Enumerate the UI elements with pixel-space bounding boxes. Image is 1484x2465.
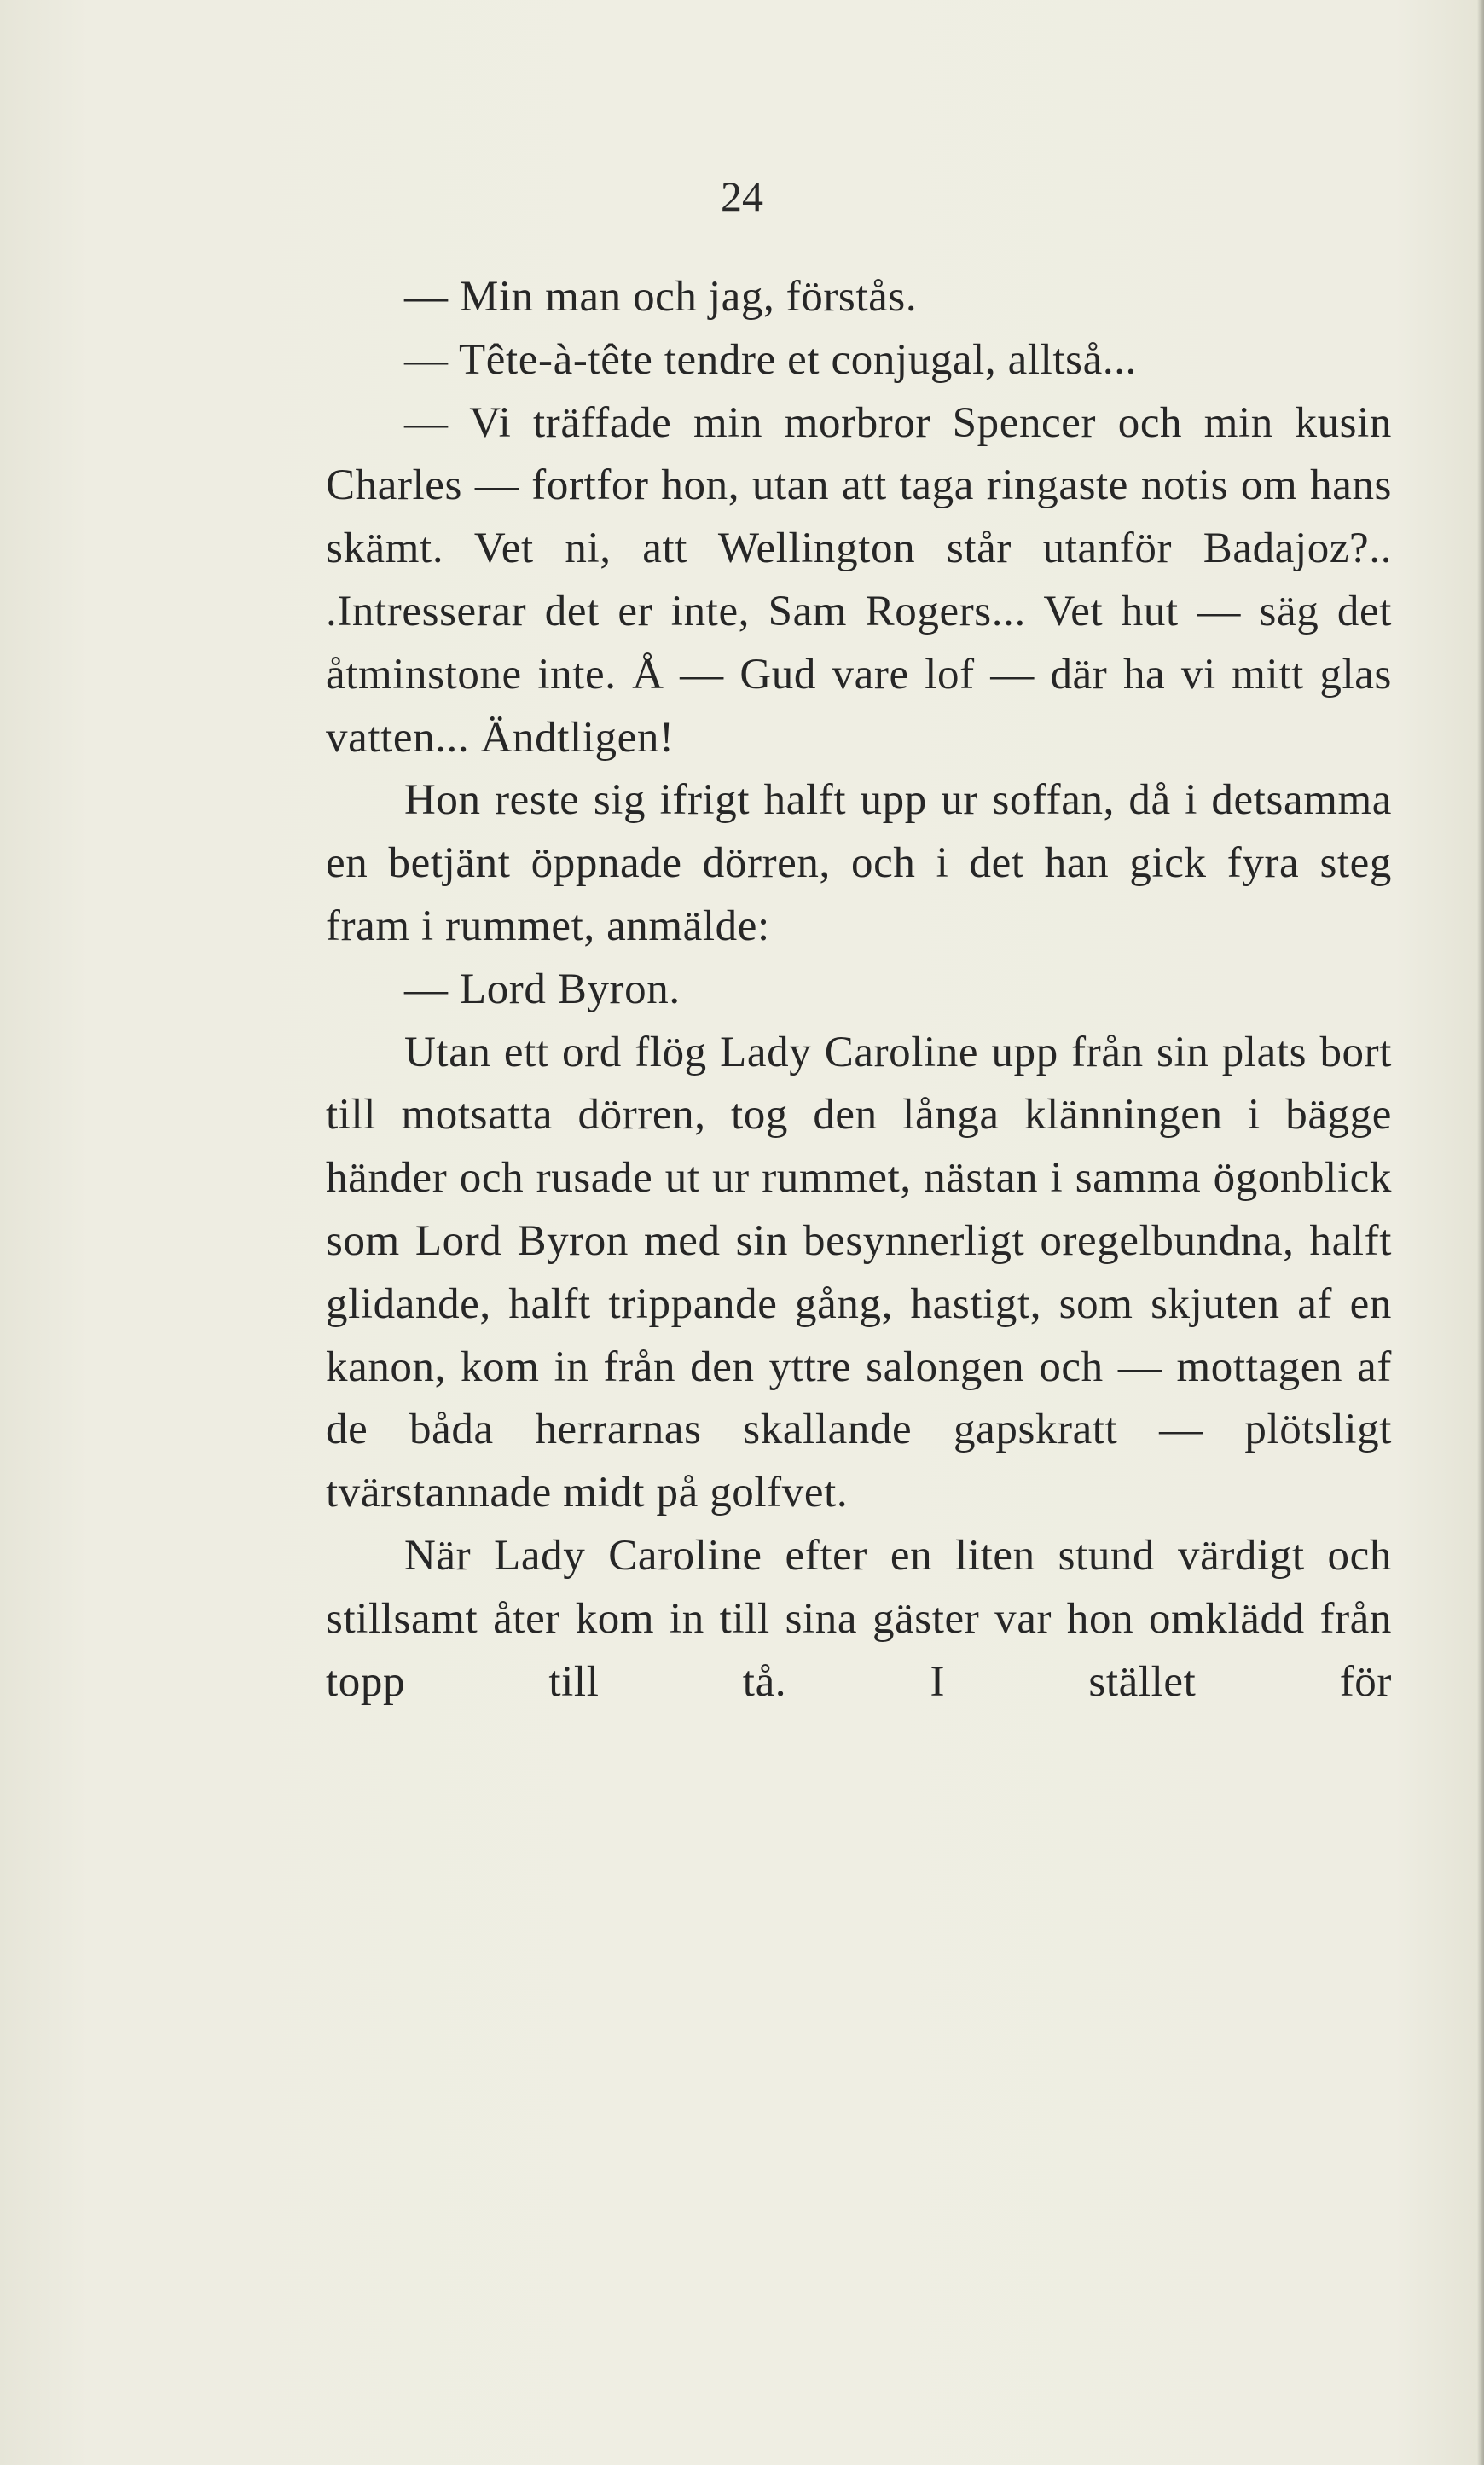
paragraph: När Lady Caroline efter en liten stund värdigt och stillsamt åter kom in till sina gäster var hon omklädd från topp till tå. I stället för xyxy=(326,1531,1392,1706)
page-edge-shadow xyxy=(1477,0,1484,2465)
paragraph: — Tête-à-tête tendre et conjugal, alltså... xyxy=(404,335,1137,384)
paragraph: Hon reste sig ifrigt halft upp ur soffan, då i detsamma en betjänt öppnade dörren, och i det han gick fyra steg fram i rummet, anmälde: xyxy=(326,776,1392,950)
paragraph: — Vi träffade min morbror Spencer och min kusin Charles — fortfor hon, utan att taga ringaste notis om hans skämt. Vet ni, att Wellington står utanför Badajoz?.. .Intresserar det er inte, Sam Rogers... Vet hut — säg det åtminstone inte. Å — Gud vare lof — där ha vi mitt glas vatten... Ändtligen! xyxy=(326,398,1392,762)
paragraph: — Min man och jag, förstås. xyxy=(404,273,918,321)
paragraph: — Lord Byron. xyxy=(404,965,681,1013)
body-text xyxy=(326,266,1392,1714)
paragraph: Utan ett ord flög Lady Caroline upp från sin plats bort till motsatta dörren, tog den långa klänningen i bägge händer och rusade ut ur rummet, nästan i samma ögonblick som Lord Byron med sin besynnerligt oregelbundna, halft glidande, halft trippande gång, hastigt, som skjuten af en kanon, kom in från den yttre salongen och — mottagen af de båda herrarnas skallande gapskratt — plötsligt tvärstannade midt på golfvet. xyxy=(326,1028,1392,1517)
page-number: 24 xyxy=(721,172,763,220)
